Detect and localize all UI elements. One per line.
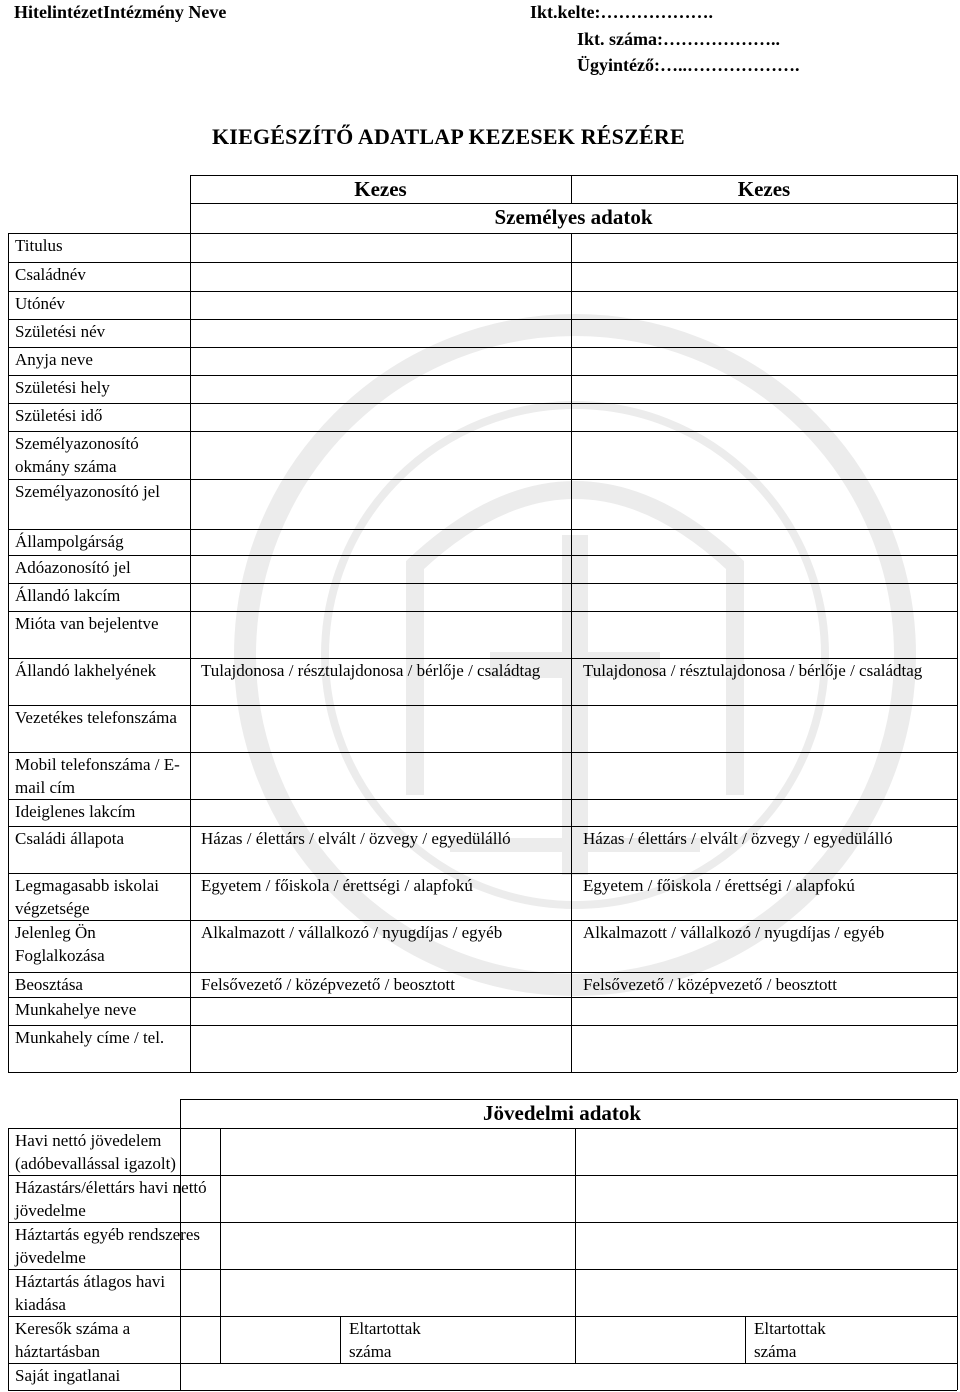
row-value-left: Tulajdonosa / résztulajdonosa / bérlője / családtag xyxy=(201,661,541,680)
row-label: Családi állapota xyxy=(15,829,125,848)
row-value-left: Házas / élettárs / elvált / özvegy / egyedülálló xyxy=(201,829,511,848)
row-label: Legmagasabb iskolai végzetsége xyxy=(15,876,159,918)
table-rule xyxy=(745,1316,746,1363)
table-rule xyxy=(180,1099,957,1100)
table-rule xyxy=(190,233,191,1072)
column-header-right: Kezes xyxy=(737,177,791,201)
row-label: Utónév xyxy=(15,294,66,313)
row-label: Anyja neve xyxy=(15,350,93,369)
table-rule xyxy=(8,233,9,1072)
income-row-label: Havi nettó jövedelem (adóbevallással igazolt) xyxy=(15,1131,176,1173)
income-row-label: Háztartás egyéb rendszeres jövedelme xyxy=(15,1225,201,1267)
institution-name: HitelintézetIntézmény Neve xyxy=(14,2,227,22)
row-value-left: Alkalmazott / vállalkozó / nyugdíjas / egyéb xyxy=(201,923,503,942)
row-label: Adóazonosító jel xyxy=(15,558,131,577)
form-title: KIEGÉSZÍTŐ ADATLAP KEZESEK RÉSZÉRE xyxy=(212,124,685,149)
row-label: Beosztása xyxy=(15,975,83,994)
row-label: Munkahelye neve xyxy=(15,1000,137,1019)
income-row-label: Házastárs/élettárs havi nettó jövedelme xyxy=(15,1178,207,1220)
income-row-label: Háztartás átlagos havi kiadása xyxy=(15,1272,166,1314)
row-label: Vezetékes telefonszáma xyxy=(15,708,177,727)
row-value-left: Felsővezető / középvezető / beosztott xyxy=(201,975,455,994)
table-rule xyxy=(575,1128,576,1363)
table-rule xyxy=(190,203,957,204)
table-rule xyxy=(340,1316,341,1363)
table-rule xyxy=(957,233,958,1072)
row-label: Munkahely címe / tel. xyxy=(15,1028,165,1047)
table-rule xyxy=(190,175,957,176)
column-header-left: Kezes xyxy=(354,177,407,201)
row-value-right: Házas / élettárs / elvált / özvegy / egyedülálló xyxy=(583,829,893,848)
row-label: Születési név xyxy=(15,322,106,341)
income-row-label: Saját ingatlanai xyxy=(15,1366,121,1385)
ikt-szama: Ikt. száma:……………….. xyxy=(577,29,780,49)
row-label: Jelenleg Ön Foglalkozása xyxy=(15,923,105,965)
row-value-right: Alkalmazott / vállalkozó / nyugdíjas / egyéb xyxy=(583,923,885,942)
row-label: Ideiglenes lakcím xyxy=(15,802,136,821)
row-value-right: Egyetem / főiskola / érettségi / alapfokú xyxy=(583,876,855,895)
income-sub-label-left: Eltartottak száma xyxy=(349,1319,421,1361)
row-label: Titulus xyxy=(15,236,63,255)
table-rule xyxy=(8,1390,957,1391)
row-value-left: Egyetem / főiskola / érettségi / alapfokú xyxy=(201,876,473,895)
row-label: Személyazonosító jel xyxy=(15,482,160,501)
seal-watermark xyxy=(190,235,960,1070)
ikt-kelte: Ikt.kelte:………………. xyxy=(530,2,713,22)
table-rule xyxy=(8,1072,957,1073)
section-title-personal: Személyes adatok xyxy=(494,205,653,229)
row-label: Mobil telefonszáma / E-mail cím xyxy=(15,755,180,797)
table-rule xyxy=(957,1099,958,1390)
row-label: Születési hely xyxy=(15,378,110,397)
row-label: Állandó lakhelyének xyxy=(15,661,157,680)
row-label: Mióta van bejelentve xyxy=(15,614,159,633)
income-row-label: Keresők száma a háztartásban xyxy=(15,1319,131,1361)
table-rule xyxy=(571,175,572,203)
row-label: Születési idő xyxy=(15,406,103,425)
table-rule xyxy=(190,175,191,233)
table-rule xyxy=(8,1128,9,1390)
row-label: Személyazonosító okmány száma xyxy=(15,434,139,476)
income-sub-label-right: Eltartottak száma xyxy=(754,1319,826,1361)
table-rule xyxy=(571,233,572,1072)
table-rule xyxy=(957,175,958,233)
table-rule xyxy=(220,1128,221,1363)
row-value-right: Tulajdonosa / résztulajdonosa / bérlője / családtag xyxy=(583,661,923,680)
row-label: Állandó lakcím xyxy=(15,586,121,605)
ugyintezo: Ügyintéző:…..………………. xyxy=(577,55,800,75)
row-label: Családnév xyxy=(15,265,86,284)
row-value-right: Felsővezető / középvezető / beosztott xyxy=(583,975,837,994)
section-title-income: Jövedelmi adatok xyxy=(483,1101,642,1125)
row-label: Állampolgárság xyxy=(15,532,124,551)
